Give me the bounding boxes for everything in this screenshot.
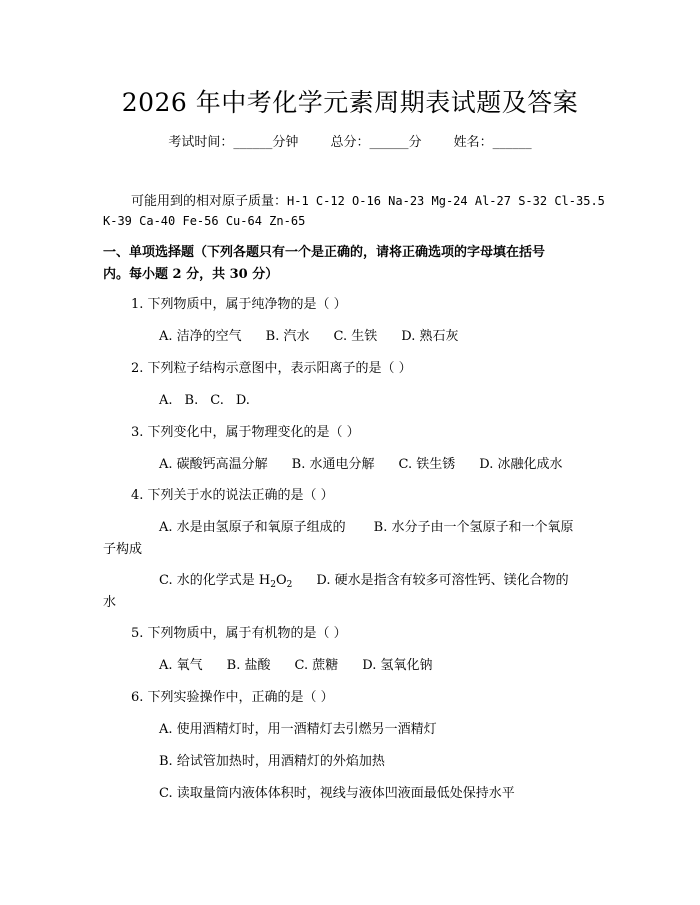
atomic-masses-label: 可能用到的相对原子质量： [131,194,288,209]
q6-option-a: A. 使用酒精灯时，用一酒精灯去引燃另一酒精灯 [159,722,437,737]
question-5-options [159,659,456,672]
section-heading-line1: 一、单项选择题（下列各题只有一个是正确的，请将正确选项的字母填在括号 [103,245,546,260]
question-2-options [159,394,250,407]
question-1-stem: 1. 下列物质中，属于纯净物的是（ ） [131,297,347,312]
q4-option-a: A. 水是由氢原子和氧原子组成的 [159,520,346,535]
exam-time: 考试时间：______分钟 [168,135,299,150]
question-5-stem: 5. 下列物质中，属于有机物的是（ ） [131,626,347,641]
question-2-stem: 2. 下列粒子结构示意图中，表示阳离子的是（ ） [131,361,412,376]
q1-option-a: A. 洁净的空气 [159,329,242,344]
atomic-masses-values1: H-1 C-12 O-16 Na-23 Mg-24 Al-27 S-32 Cl-35.5 [287,194,605,208]
question-1-options [159,330,482,343]
question-3-stem: 3. 下列变化中，属于物理变化的是（ ） [131,425,360,440]
atomic-masses-values2: K-39 Ca-40 Fe-56 Cu-64 Zn-65 [103,214,306,228]
q6-option-c: C. 读取量筒内液体体积时，视线与液体凹液面最低处保持水平 [159,786,515,801]
exam-meta [0,131,700,150]
q3-option-c: C. 铁生锈 [398,457,456,472]
section-heading-line2: 内。每小题 2 分，共 30 分） [103,267,279,282]
q6-option-b: B. 给试管加热时，用酒精灯的外焰加热 [159,754,385,769]
q3-option-a: A. 碳酸钙高温分解 [159,457,268,472]
q2-option-d: D. [235,393,250,408]
q5-option-d: D. 氢氧化钠 [362,658,433,673]
q4-option-b: B. 水分子由一个氢原子和一个氧原 [373,520,574,535]
total-score: 总分：______分 [330,135,422,150]
page-title: 2026 年中考化学元素周期表试题及答案 [121,88,579,117]
question-6-stem: 6. 下列实验操作中，正确的是（ ） [131,690,334,705]
q5-option-b: B. 盐酸 [226,658,271,673]
student-name: 姓名：______ [453,135,532,150]
question-4-line1 [159,521,573,534]
q4-option-d: D. 硬水是指含有较多可溶性钙、镁化合物的 [316,573,569,588]
q4-option-b-wrap: 子构成 [103,542,143,557]
q2-option-b: B. [184,393,199,408]
q1-option-d: D. 熟石灰 [401,329,459,344]
q2-option-a: A. [159,393,173,408]
q4-option-d-wrap: 水 [103,595,117,610]
q5-option-c: C. 蔗糖 [294,658,339,673]
question-3-options [159,458,562,471]
q1-option-b: B. 汽水 [265,329,310,344]
q1-option-c: C. 生铁 [333,329,378,344]
question-4-stem: 4. 下列关于水的说法正确的是（ ） [131,488,334,503]
atomic-masses-line1 [131,195,605,208]
question-4-line2 [159,574,569,590]
q4-option-c: C. 水的化学式是 $H_2O_2$ [159,573,293,590]
q2-option-c: C. [210,393,224,408]
q3-option-b: B. 水通电分解 [291,457,375,472]
q3-option-d: D. 冰融化成水 [479,457,563,472]
q5-option-a: A. 氧气 [159,658,203,673]
